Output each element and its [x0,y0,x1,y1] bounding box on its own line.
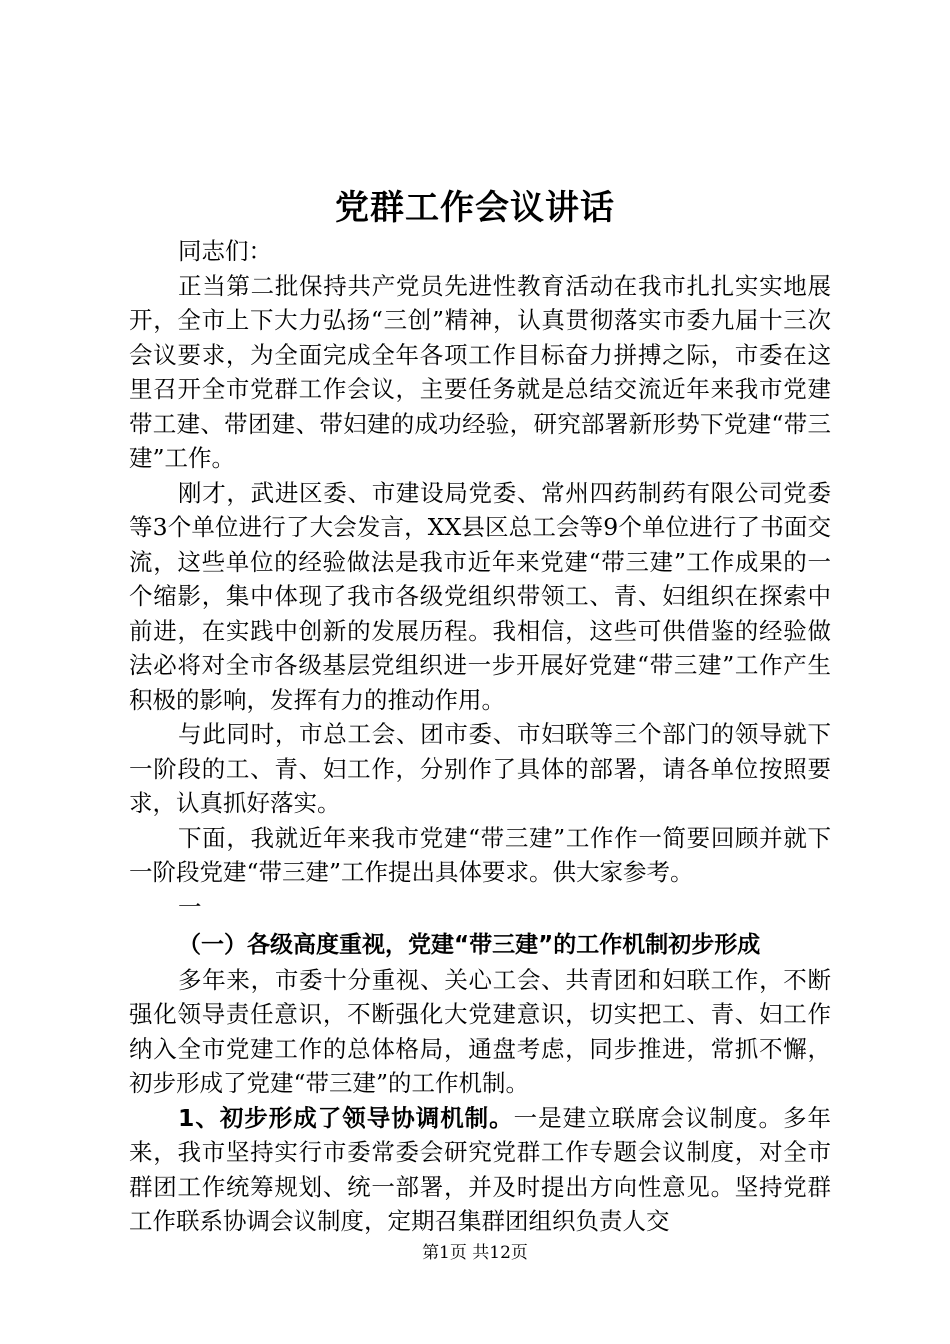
item-lead: 1、初步形成了领导协调机制。 [178,1103,514,1132]
paragraph: 与此同时，市总工会、团市委、市妇联等三个部门的领导就下一阶段的工、青、妇工作，分别作了具体的部署，请各单位按照要求，认真抓好落实。 [129,720,831,817]
document-body [129,234,831,1239]
section-heading: （一）各级高度重视，党建“带三建”的工作机制初步形成 [178,932,761,958]
document-title: 党群工作会议讲话 [335,188,615,228]
section-number: 一 [178,892,202,921]
item-text: 一是建立联席会议制度。多年来，我市坚持实行市委常委会研究党群工作专题会议制度，对全市群团工作统筹规划、统一部署，并及时提出方向性意见。坚持党群工作联系协调会议制度，定期召集群团组织负责人交 [129,1103,832,1235]
page-number-footer: 第1页 共12页 [422,1243,528,1263]
paragraph: 多年来，市委十分重视、关心工会、共青团和妇联工作，不断强化领导责任意识，不断强化大党建意识，切实把工、青、妇工作纳入全市党建工作的总体格局，通盘考虑，同步推进，常抓不懈，初步形成了党建“带三建”的工作机制。 [129,965,831,1097]
item-paragraph [129,1101,831,1239]
paragraph: 下面，我就近年来我市党建“带三建”工作作一简要回顾并就下一阶段党建“带三建”工作提出具体要求。供大家参考。 [129,823,831,886]
paragraph: 正当第二批保持共产党员先进性教育活动在我市扎扎实实地展开，全市上下大力弘扬“三创”精神，认真贯彻落实市委九届十三次会议要求，为全面完成全年各项工作目标奋力拼搏之际，市委在这里召开全市党群工作会议，主要任务就是总结交流近年来我市党建带工建、带团建、带妇建的成功经验，研究部署新形势下党建“带三建”工作。 [129,271,831,472]
salutation: 同志们： [178,237,272,265]
paragraph: 刚才，武进区委、市建设局党委、常州四药制药有限公司党委等3个单位进行了大会发言，XX县区总工会等9个单位进行了书面交流，这些单位的经验做法是我市近年来党建“带三建”工作成果的一个缩影，集中体现了我市各级党组织带领工、青、妇组织在探索中前进，在实践中创新的发展历程。我相信，这些可供借鉴的经验做法必将对全市各级基层党组织进一步开展好党建“带三建”工作产生积极的影响，发挥有力的推动作用。 [129,478,831,714]
